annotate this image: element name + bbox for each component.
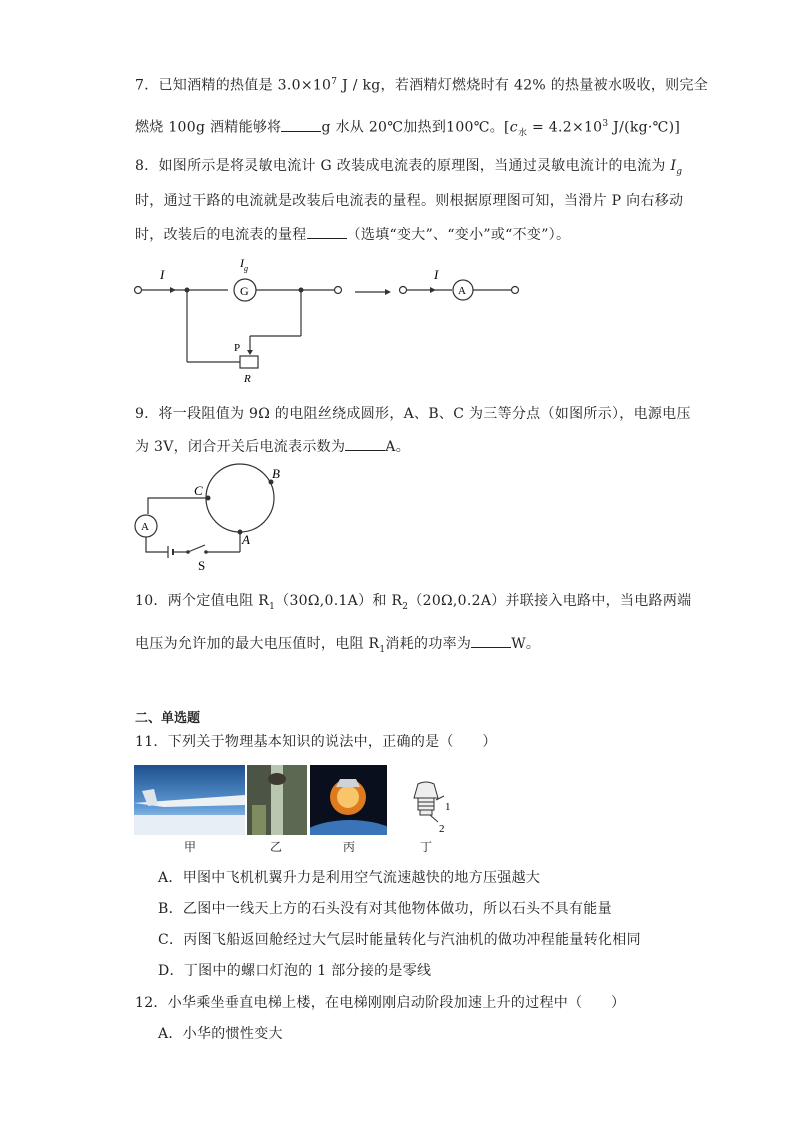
bulb-label-1: 1 xyxy=(445,801,451,813)
caption-ding: 丁 xyxy=(419,840,432,854)
q11-option-d[interactable]: D．丁图中的螺口灯泡的 1 部分接的是零线 xyxy=(158,963,432,979)
q9-line2: 为 3V，闭合开关后电流表示数为 A。 xyxy=(135,439,410,455)
answer-blank[interactable] xyxy=(281,119,321,132)
slider-label: P xyxy=(234,342,241,354)
screw-bulb-diagram xyxy=(408,780,463,835)
q8-line3: 时，改装后的电流表的量程 （选填“变大”、“变小”或“不变”）。 xyxy=(135,227,571,243)
q8-line2: 时，通过干路的电流就是改装后电流表的量程。则根据原理图可知，当滑片 P 向右移动 xyxy=(135,193,684,209)
q11-option-c[interactable]: C．丙图飞船返回舱经过大气层时能量转化与汽油机的做功冲程能量转化相同 xyxy=(158,932,641,948)
circular-resistor-diagram xyxy=(128,460,288,575)
spacecraft-reentry-photo xyxy=(310,765,387,835)
q12-stem: 12．小华乘坐垂直电梯上楼，在电梯刚刚启动阶段加速上升的过程中（ ） xyxy=(135,995,626,1011)
point-a-label: A xyxy=(242,532,250,547)
q9-line1: 9．将一段阻值为 9Ω 的电阻丝绕成圆形，A、B、C 为三等分点（如图所示），电源电压 xyxy=(135,406,691,422)
answer-blank[interactable] xyxy=(471,635,511,648)
point-b-label: B xyxy=(272,466,280,481)
galvanometer-label: G xyxy=(240,284,249,298)
answer-blank[interactable] xyxy=(307,226,347,239)
resistor-label: R xyxy=(244,373,251,385)
ig-label: $I_g$ xyxy=(240,256,248,273)
q12-option-a[interactable]: A．小华的惯性变大 xyxy=(158,1026,283,1042)
q10-line2: 电压为允许加的最大电压值时，电阻 $R_1$消耗的功率为 W。 xyxy=(135,636,541,655)
one-line-sky-rock-photo xyxy=(247,765,307,835)
current-label-2: I xyxy=(434,267,439,282)
q11-option-b[interactable]: B．乙图中一线天上方的石头没有对其他物体做功，所以石头不具有能量 xyxy=(158,901,612,917)
switch-label: S xyxy=(198,558,206,573)
ammeter-label: A xyxy=(141,521,149,533)
caption-bing: 丙 xyxy=(342,840,355,854)
caption-jia: 甲 xyxy=(183,840,196,854)
caption-yi: 乙 xyxy=(269,840,282,854)
galvanometer-conversion-diagram xyxy=(130,252,530,387)
q11-option-a[interactable]: A．甲图中飞机机翼升力是利用空气流速越快的地方压强越大 xyxy=(158,870,541,886)
q8-line1: 8．如图所示是将灵敏电流计 G 改装成电流表的原理图，当通过灵敏电流计的电流为 $I_g$ xyxy=(135,158,683,177)
airplane-wing-photo xyxy=(134,765,245,835)
q7-line1: 7．已知酒精的热值是 $3.0\times 10^7$ J / kg，若酒精灯燃烧时有 42% 的热量被水吸收，则完全 xyxy=(135,77,709,94)
q10-line1: 10．两个定值电阻 $R_1(30\Omega,0.1A)$和 $R_2(20\Omega,0.2A)$并联接入电路中，当电路两端 xyxy=(135,593,692,612)
answer-blank[interactable] xyxy=(345,438,385,451)
section-heading: 二、单选题 xyxy=(135,711,201,726)
q7-line2: 燃烧 100g 酒精能够将 g 水从 20℃加热到100℃。[$c_水 = 4.2\times 10^3$ J/(kg·℃)] xyxy=(135,119,681,139)
bulb-label-2: 2 xyxy=(439,823,445,835)
current-label: I xyxy=(160,267,165,282)
q11-stem: 11．下列关于物理基本知识的说法中，正确的是（ ） xyxy=(135,734,497,750)
point-c-label: C xyxy=(194,483,203,498)
ammeter-label: A xyxy=(458,285,466,297)
